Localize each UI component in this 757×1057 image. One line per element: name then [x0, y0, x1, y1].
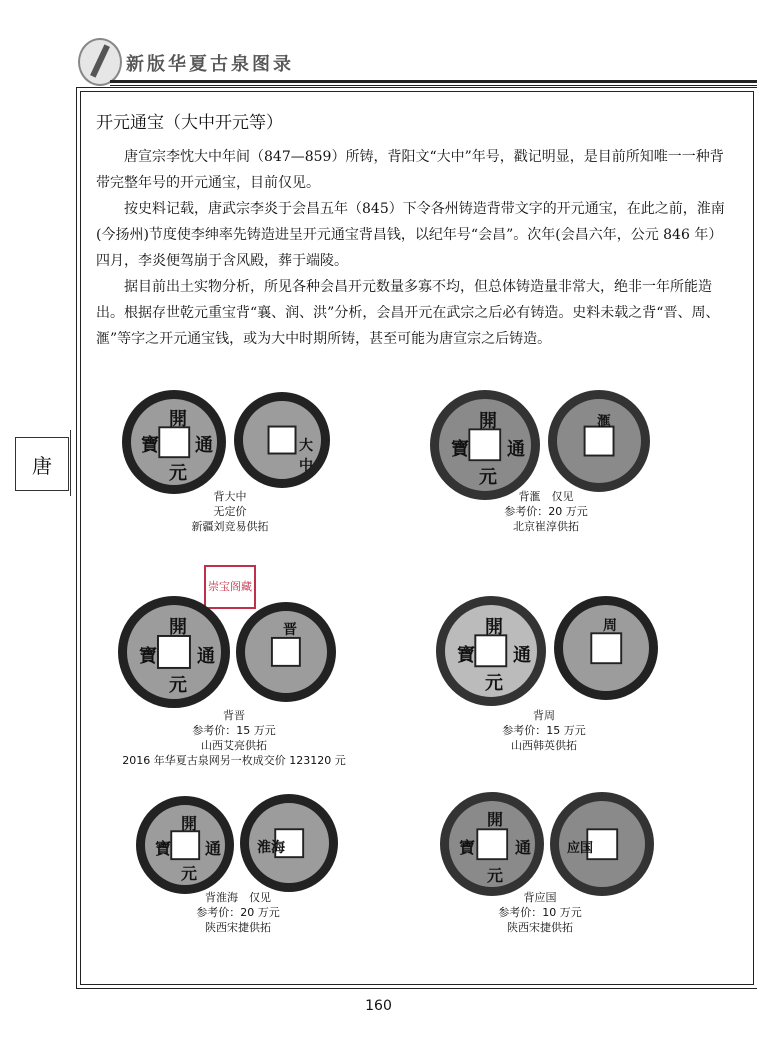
- paragraph: 按史料记载，唐武宗李炎于会昌五年（845）下令各州铸造背带文字的开元通宝，在此之前，淮南(今扬州)节度使李绅率先铸造进呈开元通宝背昌钱，以纪年号“会昌”。次年(会昌六年，公元 846 年）四月，李炎便驾崩于含风殿，葬于端陵。: [96, 201, 725, 269]
- coin-reverse-rubbing: [550, 792, 654, 896]
- dynasty-side-tab: 唐: [15, 437, 69, 491]
- square-hole: [268, 426, 297, 455]
- book-title: 新版华夏古泉图录: [126, 54, 294, 75]
- header-rule: [110, 80, 757, 83]
- coin-reverse-rubbing: [240, 794, 338, 892]
- coin-caption: 背淮海 仅见 参考价：20 万元 陕西宋捷供拓: [196, 891, 280, 934]
- reverse-char: 大中: [299, 438, 313, 474]
- coin-caption: 背周 参考价：15 万元 山西韩英供拓: [502, 709, 586, 752]
- coin-char: 開: [485, 617, 503, 638]
- coin-char: 通: [195, 435, 213, 456]
- coin-char: 通: [513, 645, 531, 666]
- coin-char: 寶: [451, 439, 469, 460]
- coin-caption: 背晋 参考价：15 万元 山西艾亮供拓 2016 年华夏古泉网另一枚成交价 123120 元: [122, 709, 346, 767]
- coin-char: 通: [197, 646, 215, 667]
- square-hole: [474, 634, 507, 667]
- coin-char: 寶: [457, 645, 475, 666]
- square-hole: [271, 637, 301, 667]
- coin-char: 元: [181, 864, 198, 883]
- coin-char: 寶: [139, 646, 157, 667]
- coin-char: 開: [169, 409, 187, 430]
- square-hole: [590, 632, 622, 664]
- coin-obverse-rubbing: [440, 792, 544, 896]
- coin-char: 通: [205, 839, 222, 858]
- coin-reverse-rubbing: [548, 390, 650, 492]
- coin-char: 通: [515, 838, 532, 857]
- reverse-char: 周: [603, 618, 617, 634]
- coin-char: 開: [169, 617, 187, 638]
- header-rule-thin: [110, 85, 757, 86]
- paragraph: 据目前出土实物分析，所见各种会昌开元数量多寡不均，但总体铸造量非常大，绝非一年所能造出。根据存世乾元重宝背“襄、润、洪”分析，会昌开元在武宗之后必有铸造。史料未载之背“晋、周、滙”等字之开元通宝钱，或为大中时期所铸，甚至可能为唐宣宗之后铸造。: [96, 279, 720, 347]
- coin-obverse-rubbing: [136, 796, 234, 894]
- coin-char: 元: [479, 467, 497, 488]
- coin-char: 寶: [459, 838, 476, 857]
- coin-caption: 背大中 无定价 新疆刘竞易供拓: [191, 490, 269, 533]
- coin-char: 通: [507, 439, 525, 460]
- coin-caption: 背应国 参考价：10 万元 陕西宋捷供拓: [498, 891, 582, 934]
- coin-char: 開: [181, 814, 198, 833]
- coin-obverse-rubbing: [122, 390, 226, 494]
- section-title: 开元通宝（大中开元等）: [96, 113, 283, 133]
- page-number: 160: [365, 998, 392, 1014]
- coin-char: 元: [487, 866, 504, 885]
- coin-obverse-rubbing: [430, 390, 540, 500]
- body-text: [96, 144, 730, 352]
- reverse-char: 晋: [283, 622, 297, 638]
- book-logo-icon: [78, 38, 122, 86]
- collector-seal: 崇宝阁藏: [204, 565, 256, 609]
- coin-reverse-rubbing: [234, 392, 330, 488]
- square-hole: [468, 428, 501, 461]
- paragraph: 唐宣宗李忱大中年间（847—859）所铸，背阳文“大中”年号，戳记明显，是目前所知唯一一种背带完整年号的开元通宝，目前仅见。: [96, 149, 724, 191]
- coin-reverse-rubbing: [236, 602, 336, 702]
- coin-char: 開: [487, 810, 504, 829]
- coin-char: 寶: [155, 839, 172, 858]
- coin-caption: 背滙 仅见 参考价：20 万元 北京崔淳供拓: [504, 490, 588, 533]
- square-hole: [170, 830, 200, 860]
- reverse-char: 应国: [567, 841, 594, 856]
- square-hole: [157, 635, 191, 669]
- coin-reverse-rubbing: [554, 596, 658, 700]
- coin-obverse-rubbing: [436, 596, 546, 706]
- coin-obverse-rubbing: [118, 596, 230, 708]
- coin-char: 寶: [141, 435, 159, 456]
- side-tab-connector: [70, 430, 71, 496]
- square-hole: [476, 828, 508, 860]
- coin-char: 元: [169, 463, 187, 484]
- reverse-char: 滙: [597, 414, 611, 430]
- reverse-char: 淮海: [257, 840, 285, 856]
- coin-char: 元: [169, 675, 187, 696]
- coin-char: 開: [479, 411, 497, 432]
- coin-char: 元: [485, 673, 503, 694]
